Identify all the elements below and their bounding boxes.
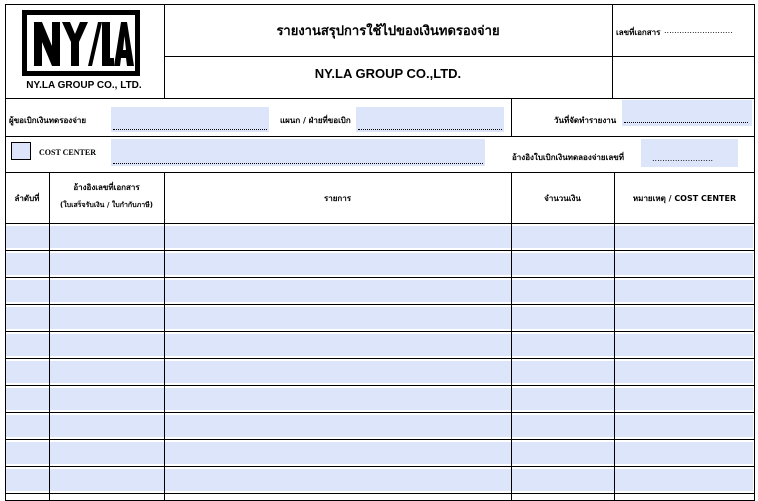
cell-amount[interactable] [512,280,614,302]
cell-reference[interactable] [50,361,164,383]
cell-item[interactable] [165,442,511,464]
cell-item[interactable] [165,334,511,356]
cell-no[interactable] [6,415,49,437]
cell-reference[interactable] [50,226,164,248]
cell-amount[interactable] [512,415,614,437]
cell-item[interactable] [165,280,511,302]
cell-reference[interactable] [50,253,164,275]
header-ref-line1: อ้างอิงเลขที่เอกสาร [73,183,140,192]
cell-no[interactable] [6,280,49,302]
header-no: ลำดับที่ [14,194,40,203]
cell-reference[interactable] [50,388,164,410]
table-top [5,172,755,173]
docno-divider [612,4,613,98]
cell-item[interactable] [165,307,511,329]
table-row [5,332,754,359]
requester-dots [113,129,267,130]
cell-item[interactable] [165,226,511,248]
title-divider [164,56,755,57]
doc-number-label: เลขที่เอกสาร [616,28,661,37]
cell-reference[interactable] [50,442,164,464]
header-ref-line2: (ใบเสร็จรับเงิน / ใบกำกับภาษี) [60,201,153,209]
cell-note[interactable] [615,361,753,383]
reference-label: อ้างอิงใบเบิกเงินทดลองจ่ายเลขที่ [512,153,624,162]
cell-note[interactable] [615,415,753,437]
cell-note[interactable] [615,280,753,302]
company-name-under-logo: NY.LA GROUP CO., LTD. [26,80,142,91]
cell-no[interactable] [6,334,49,356]
cell-reference[interactable] [50,334,164,356]
table-row [5,359,754,386]
cell-amount[interactable] [512,388,614,410]
cell-note[interactable] [615,388,753,410]
cell-reference[interactable] [50,280,164,302]
report-title-english: NY.LA GROUP CO.,LTD. [314,66,462,81]
cell-item[interactable] [165,361,511,383]
cell-amount[interactable] [512,253,614,275]
cell-no[interactable] [6,307,49,329]
company-logo [22,10,140,76]
table-row [5,251,754,278]
header-bottom [5,98,755,99]
cost-center-label: COST CENTER [39,148,96,157]
cell-item[interactable] [165,469,511,491]
cell-amount[interactable] [512,361,614,383]
cell-note[interactable] [615,442,753,464]
cell-item[interactable] [165,415,511,437]
table-row [5,413,754,440]
cell-item[interactable] [165,253,511,275]
cell-no[interactable] [6,226,49,248]
department-label: แผนก / ฝ่ายที่ขอเบิก [280,116,351,125]
report-date-divider [511,98,512,136]
cell-no[interactable] [6,469,49,491]
requester-label: ผู้ขอเบิกเงินทดรองจ่าย [9,116,87,125]
header-note: หมายเหตุ / COST CENTER [632,194,737,203]
doc-number-dots: ........................... [664,26,733,35]
table-row [5,386,754,413]
cell-amount[interactable] [512,307,614,329]
cell-reference[interactable] [50,307,164,329]
report-title-thai: รายงานสรุปการใช้ไปของเงินทดรองจ่าย [276,24,500,39]
header-item: รายการ [323,194,352,203]
cell-amount[interactable] [512,226,614,248]
cell-item[interactable] [165,388,511,410]
header-amount: จำนวนเงิน [544,194,581,203]
row-divider-2 [5,136,755,137]
cell-note[interactable] [615,307,753,329]
cell-reference[interactable] [50,415,164,437]
cell-note[interactable] [615,334,753,356]
cell-no[interactable] [6,442,49,464]
reference-dots: ........................ [652,154,714,163]
cost-center-dots [113,163,483,164]
cell-note[interactable] [615,469,753,491]
report-date-label: วันที่จัดทำรายงาน [554,116,617,125]
report-date-dots [624,122,748,123]
cell-note[interactable] [615,253,753,275]
cost-center-checkbox[interactable] [11,142,31,160]
cell-no[interactable] [6,388,49,410]
department-dots [358,129,502,130]
table-row [5,305,754,332]
logo-divider [164,4,165,98]
table-row [5,467,754,494]
cell-amount[interactable] [512,334,614,356]
table-row [5,224,754,251]
cost-center-input[interactable] [111,139,485,166]
table-row [5,440,754,467]
cell-no[interactable] [6,253,49,275]
cell-note[interactable] [615,226,753,248]
cell-no[interactable] [6,361,49,383]
table-body [5,224,754,501]
table-row [5,278,754,305]
cell-amount[interactable] [512,469,614,491]
cell-amount[interactable] [512,442,614,464]
cell-reference[interactable] [50,469,164,491]
